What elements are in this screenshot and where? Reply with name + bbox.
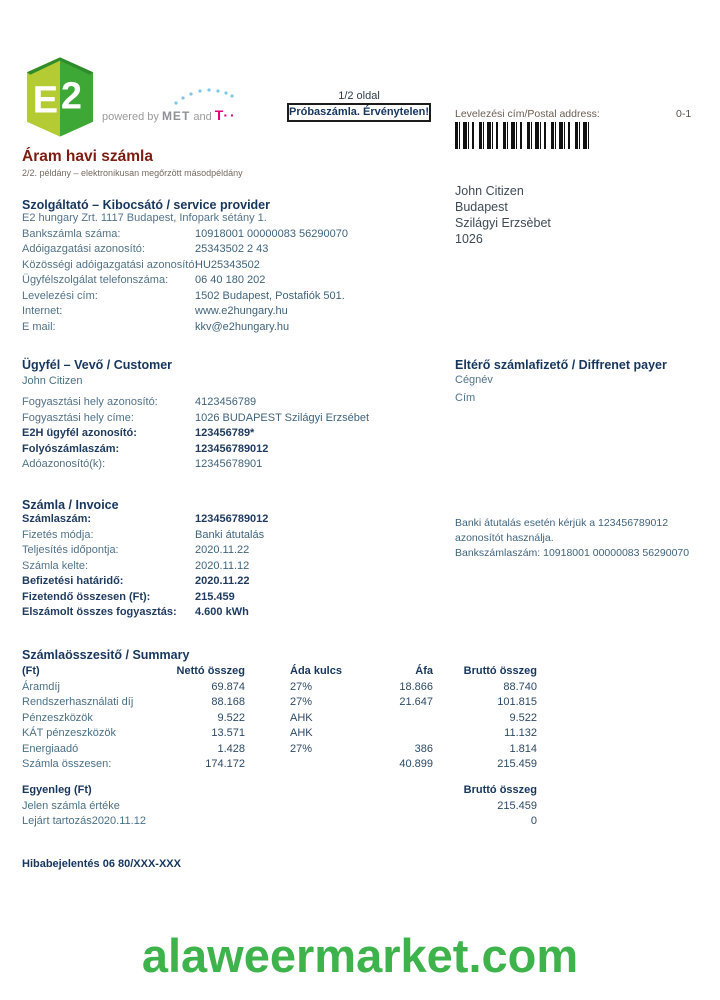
customer-row	[22, 412, 442, 428]
cell-label: Rendszerhasználati díj	[22, 696, 134, 708]
row-value: 123456789012	[195, 442, 269, 455]
row-label: E mail:	[22, 320, 56, 333]
balance-column-label: Bruttó összeg	[463, 784, 537, 796]
row-value: 1026 BUDAPEST Szilágyi Erzsébet	[195, 411, 370, 424]
cell-afa: 21.647	[399, 696, 433, 708]
watermark-text: alaweermarket.com	[141, 929, 579, 982]
test-invoice-stamp: Próbaszámla. Érvénytelen!	[287, 103, 431, 122]
recipient-address-block	[455, 183, 551, 247]
summary-row	[22, 727, 562, 743]
cell-kulcs: 27%	[290, 696, 313, 708]
cell-netto: 88.168	[211, 696, 245, 708]
invoice-heading: Számla / Invoice	[22, 498, 119, 512]
customer-heading: Ügyfél – Vevő / Customer	[22, 358, 173, 372]
row-value: 215.459	[195, 590, 235, 603]
cell-netto: 174.172	[205, 758, 245, 770]
row-label: Ügyfélszolgálat telefonszáma:	[22, 274, 169, 286]
cell-netto: 1.428	[217, 742, 245, 755]
col-kulcs: Áda kulcs	[290, 665, 342, 677]
cell-brutto: 1.814	[509, 742, 537, 755]
summary-heading: Számlaösszesitő / Summary	[22, 648, 190, 662]
row-value: 10918001 00000083 56290070	[195, 227, 348, 240]
row-value: 2020.11.12	[195, 559, 250, 572]
powered-by-text: powered by	[102, 111, 159, 123]
cell-kulcs: 27%	[290, 680, 313, 693]
row-label: Fogyasztási hely azonosító:	[22, 396, 158, 408]
cell-label: Számla összesen:	[22, 758, 112, 770]
summary-header-row	[22, 665, 562, 681]
and-text: and	[193, 111, 212, 123]
row-label: Adóazonosító(k):	[22, 458, 106, 470]
row-value: Banki átutalás	[195, 528, 265, 541]
cell-brutto: 88.740	[503, 680, 537, 693]
row-label: Elszámolt összes fogyasztás:	[22, 606, 177, 618]
invoice-row	[22, 513, 442, 529]
cell-brutto: 215.459	[497, 758, 537, 770]
svg-text:2: 2	[60, 75, 82, 118]
invoice-row	[22, 560, 442, 576]
invoice-row	[22, 529, 442, 545]
row-value: 0	[530, 815, 537, 827]
row-label: Fizetés módja:	[22, 528, 94, 541]
row-value: 2020.11.22	[195, 575, 250, 587]
cell-brutto: 11.132	[504, 727, 537, 739]
row-label: Jelen számla értéke	[22, 799, 120, 812]
row-value: 1502 Budapest, Postafiók 501.	[195, 289, 345, 302]
balance-header-row	[22, 784, 562, 800]
balance-section	[22, 784, 562, 831]
row-label: Számla kelte:	[22, 559, 89, 572]
postal-address-label: Levelezési cím/Postal address:	[455, 108, 600, 120]
customer-row	[22, 443, 442, 459]
summary-total-row	[22, 758, 562, 774]
cell-brutto: 101.815	[497, 696, 537, 708]
cell-netto: 13.571	[211, 727, 245, 739]
invoice-row	[22, 544, 442, 560]
summary-row	[22, 712, 562, 728]
summary-section	[22, 648, 562, 774]
invoice-row	[22, 606, 442, 622]
page-counter: 1/2 oldal	[338, 90, 380, 102]
e2-logo-icon	[22, 55, 98, 139]
met-dots-arc-icon	[170, 87, 236, 109]
customer-row	[22, 396, 442, 412]
provider-heading: Szolgáltató – Kibocsátó / service provider	[22, 198, 270, 212]
bank-account-line: Bankszámlaszám: 10918001 00000083 56290070	[455, 547, 690, 559]
cell-label: Energiaadó	[22, 742, 79, 755]
row-label: Levelezési cím:	[22, 289, 98, 302]
provider-address: E2 hungary Zrt. 1117 Budapest, Infopark sétány 1.	[22, 212, 267, 224]
header-logos	[22, 55, 262, 139]
payer-address-label: Cím	[455, 392, 476, 404]
recipient-street: Szilágyi Erzsèbet	[455, 216, 551, 230]
customer-name: John Citizen	[22, 375, 83, 387]
cell-brutto: 9.522	[509, 711, 537, 724]
provider-row	[22, 259, 442, 275]
row-value: 06 40 180 202	[195, 274, 266, 286]
invoice-section	[22, 498, 442, 622]
cell-afa: 18.866	[399, 680, 433, 693]
invoice-row	[22, 591, 442, 607]
row-value: 123456789*	[195, 427, 255, 439]
telekom-logo: T	[214, 107, 224, 123]
different-payer-section	[455, 358, 705, 408]
provider-row	[22, 290, 442, 306]
cell-netto: 9.522	[217, 711, 245, 724]
col-netto: Nettó összeg	[176, 665, 245, 677]
cell-kulcs: AHK	[290, 711, 313, 724]
page-code: 0-1	[676, 108, 692, 120]
payer-heading: Eltérő számlafizető / Diffrenet payer	[455, 358, 667, 372]
document-subtitle: 2/2. példány – elektronikusan megőrzött másodpéldány	[22, 168, 243, 178]
recipient-name: John Citizen	[455, 184, 524, 198]
cell-afa: 386	[414, 742, 433, 755]
cell-label: KÁT pénzeszközök	[22, 727, 116, 739]
row-label: Fogyasztási hely címe:	[22, 411, 134, 424]
row-value: 123456789012	[195, 513, 269, 525]
row-label: Befizetési határidő:	[22, 575, 124, 587]
summary-row	[22, 681, 562, 697]
row-label: Folyószámlaszám:	[22, 442, 120, 455]
document-title: Áram havi számla	[22, 148, 153, 165]
row-value: HU25343502	[195, 258, 260, 271]
summary-row	[22, 743, 562, 759]
row-label: Közösségi adóigazgatási azonosító:	[22, 258, 198, 271]
row-value: 12345678901	[195, 458, 263, 470]
recipient-city: Budapest	[455, 200, 508, 214]
customer-row	[22, 458, 442, 474]
svg-text:E: E	[32, 79, 59, 122]
row-value: kkv@e2hungary.hu	[195, 320, 290, 333]
cell-label: Áramdíj	[22, 680, 60, 693]
cell-kulcs: AHK	[290, 727, 313, 739]
bank-transfer-note	[455, 516, 717, 561]
balance-row	[22, 815, 562, 831]
met-logo: MET	[161, 109, 191, 123]
row-value: www.e2hungary.hu	[195, 305, 288, 317]
balance-heading: Egyenleg (Ft)	[22, 784, 92, 796]
provider-row	[22, 243, 442, 259]
row-label: Bankszámla száma:	[22, 227, 121, 240]
row-value: 25343502 2 43	[195, 243, 269, 255]
provider-row	[22, 274, 442, 290]
row-value: 2020.11.22	[195, 544, 250, 556]
cell-netto: 69.874	[211, 680, 245, 693]
row-label: Lejárt tartozás2020.11.12	[22, 815, 146, 827]
col-afa: Áfa	[415, 665, 433, 677]
error-report-line: Hibabejelentés 06 80/XXX-XXX	[22, 858, 181, 870]
payer-company-label: Cégnév	[455, 374, 493, 386]
provider-row	[22, 305, 442, 321]
customer-row	[22, 427, 442, 443]
bank-transfer-text: Banki átutalás esetén kérjük a 123456789012 azonosítót használja.	[455, 517, 669, 544]
telekom-dots-icon: ··	[223, 107, 237, 123]
barcode	[455, 122, 592, 149]
invoice-row	[22, 575, 442, 591]
customer-section	[22, 358, 442, 474]
row-label: E2H ügyfél azonosító:	[22, 427, 137, 439]
cell-afa: 40.899	[399, 758, 433, 770]
provider-row	[22, 228, 442, 244]
row-value: 4.600 kWh	[195, 606, 249, 618]
row-value: 215.459	[497, 799, 537, 812]
row-label: Adóigazgatási azonosító:	[22, 243, 145, 255]
service-provider-section	[22, 198, 442, 336]
recipient-zip: 1026	[455, 232, 483, 246]
summary-row	[22, 696, 562, 712]
col-brutto: Bruttó összeg	[463, 665, 537, 677]
cell-kulcs: 27%	[290, 742, 313, 755]
balance-row	[22, 800, 562, 816]
row-label: Teljesítés időpontja:	[22, 544, 119, 556]
row-value: 4123456789	[195, 396, 257, 408]
summary-unit: (Ft)	[22, 665, 40, 677]
row-label: Számlaszám:	[22, 513, 92, 525]
row-label: Fizetendő összesen (Ft):	[22, 590, 151, 603]
cell-label: Pénzeszközök	[22, 711, 93, 724]
row-label: Internet:	[22, 305, 63, 317]
provider-row	[22, 321, 442, 337]
powered-by-line	[102, 107, 237, 123]
